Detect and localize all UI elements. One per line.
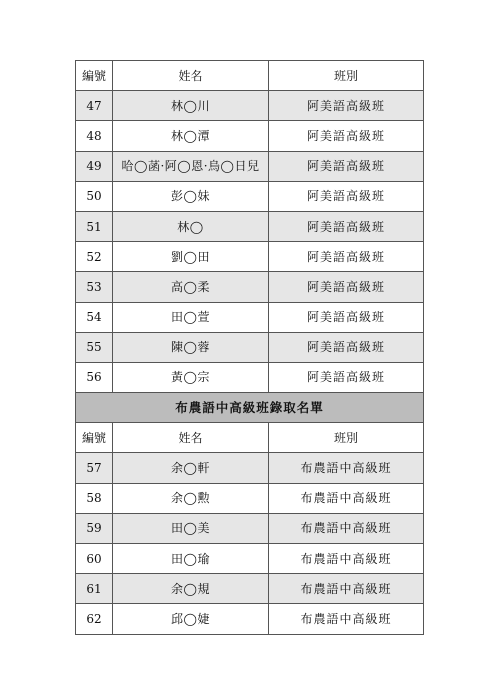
class-name: 布農語中高級班 (269, 453, 424, 483)
class-name: 布農語中高級班 (269, 544, 424, 574)
column-header-name: 姓名 (113, 423, 269, 453)
class-name: 阿美語高級班 (269, 211, 424, 241)
row-number: 51 (76, 211, 113, 241)
column-header-number: 編號 (76, 423, 113, 453)
table-row (76, 332, 424, 362)
class-name: 阿美語高級班 (269, 121, 424, 151)
student-name: 田◯瑜 (113, 544, 269, 574)
student-name: 余◯軒 (113, 453, 269, 483)
student-name: 邱◯婕 (113, 604, 269, 634)
student-name: 林◯川 (113, 91, 269, 121)
column-header-class: 班別 (269, 423, 424, 453)
table-row (76, 242, 424, 272)
class-name: 布農語中高級班 (269, 513, 424, 543)
column-header-name: 姓名 (113, 61, 269, 91)
table-row (76, 604, 424, 634)
table-row (76, 91, 424, 121)
row-number: 62 (76, 604, 113, 634)
table-row (76, 302, 424, 332)
student-name: 黃◯宗 (113, 362, 269, 392)
class-name: 阿美語高級班 (269, 242, 424, 272)
table-header-row (76, 423, 424, 453)
row-number: 61 (76, 574, 113, 604)
table-row (76, 181, 424, 211)
student-name: 田◯萱 (113, 302, 269, 332)
student-name: 哈◯菡·阿◯恩·烏◯日兒 (113, 151, 269, 181)
table-header-row (76, 61, 424, 91)
row-number: 47 (76, 91, 113, 121)
row-number: 53 (76, 272, 113, 302)
student-name: 林◯潭 (113, 121, 269, 151)
table-row (76, 513, 424, 543)
section-title-row (76, 393, 424, 423)
student-name: 彭◯妹 (113, 181, 269, 211)
row-number: 48 (76, 121, 113, 151)
student-name: 田◯美 (113, 513, 269, 543)
student-name: 林◯ (113, 211, 269, 241)
class-name: 布農語中高級班 (269, 604, 424, 634)
class-name: 阿美語高級班 (269, 332, 424, 362)
table-row (76, 362, 424, 392)
table-row (76, 574, 424, 604)
row-number: 55 (76, 332, 113, 362)
table-row (76, 121, 424, 151)
row-number: 58 (76, 483, 113, 513)
table-row (76, 151, 424, 181)
table-row (76, 272, 424, 302)
student-name: 高◯柔 (113, 272, 269, 302)
row-number: 54 (76, 302, 113, 332)
class-name: 阿美語高級班 (269, 272, 424, 302)
class-name: 阿美語高級班 (269, 91, 424, 121)
class-name: 布農語中高級班 (269, 574, 424, 604)
student-name: 陳◯蓉 (113, 332, 269, 362)
class-name: 阿美語高級班 (269, 362, 424, 392)
table-row (76, 453, 424, 483)
row-number: 56 (76, 362, 113, 392)
student-name: 劉◯田 (113, 242, 269, 272)
admission-roster-table (75, 60, 424, 635)
table-row (76, 483, 424, 513)
class-name: 阿美語高級班 (269, 151, 424, 181)
section-title: 布農語中高級班錄取名單 (76, 393, 424, 423)
table-row (76, 211, 424, 241)
row-number: 59 (76, 513, 113, 543)
row-number: 50 (76, 181, 113, 211)
class-name: 阿美語高級班 (269, 302, 424, 332)
row-number: 60 (76, 544, 113, 574)
column-header-class: 班別 (269, 61, 424, 91)
row-number: 57 (76, 453, 113, 483)
column-header-number: 編號 (76, 61, 113, 91)
table-row (76, 544, 424, 574)
class-name: 阿美語高級班 (269, 181, 424, 211)
student-name: 余◯規 (113, 574, 269, 604)
row-number: 52 (76, 242, 113, 272)
row-number: 49 (76, 151, 113, 181)
class-name: 布農語中高級班 (269, 483, 424, 513)
student-name: 余◯勲 (113, 483, 269, 513)
